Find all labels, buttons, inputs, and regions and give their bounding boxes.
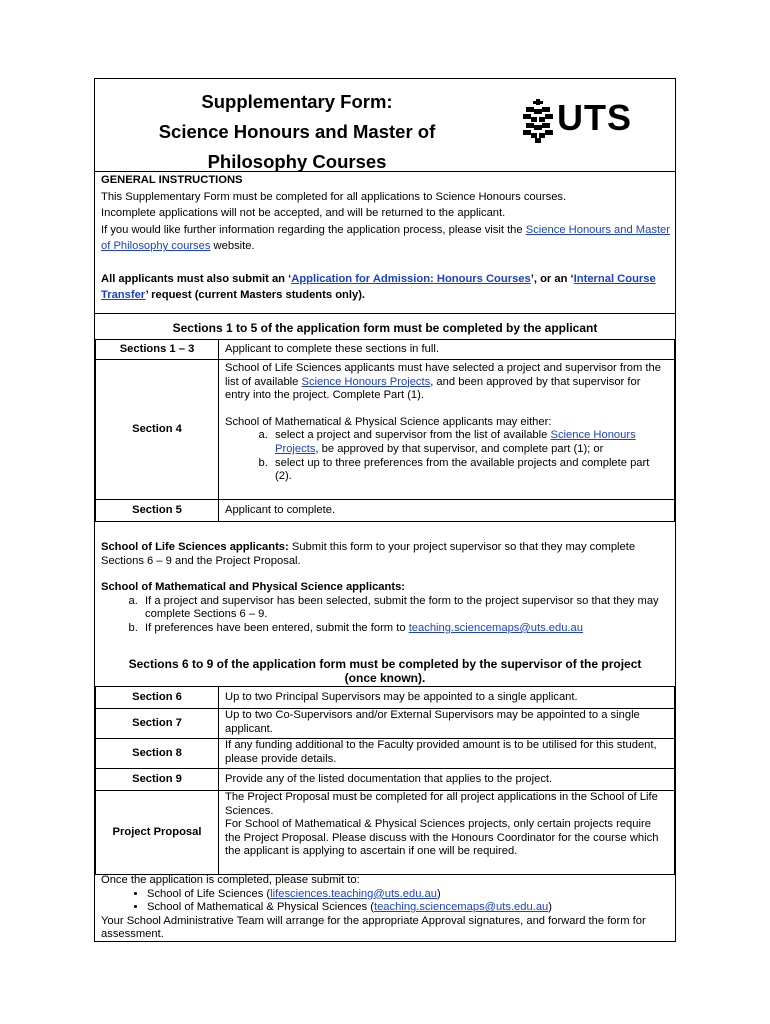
table-row xyxy=(96,340,675,360)
title-line: Supplementary Form: xyxy=(201,91,393,112)
general-line xyxy=(101,222,671,255)
general-instructions xyxy=(101,172,671,304)
section4-options xyxy=(225,429,668,483)
list-item xyxy=(141,622,671,636)
text: School of Life Sciences ( xyxy=(147,887,271,900)
section4-math: School of Mathematical & Physical Science applicants may either: xyxy=(225,415,552,428)
row-label: Section 6 xyxy=(96,687,219,709)
general-heading: GENERAL INSTRUCTIONS xyxy=(101,174,243,186)
text: For School of Mathematical & Physical Sciences projects, only certain projects require the Project Proposal. Please discuss with the Honours Coordinator for the course which the applicant is applying to ascertain if one will be required. xyxy=(225,818,659,858)
form-header xyxy=(95,79,675,171)
text: Your School Administrative Team will arrange for the appropriate Approval signatures, and forward the form for assessment. xyxy=(101,914,646,941)
text: All applicants must also submit an ‘ xyxy=(101,272,292,285)
text: ) xyxy=(548,901,553,914)
row-text: Applicant to complete. xyxy=(219,500,675,522)
spacer xyxy=(225,403,668,416)
row-text: Applicant to complete these sections in full. xyxy=(219,340,675,360)
applicant-sections-heading: Sections 1 to 5 of the application form must be completed by the applicant xyxy=(172,321,598,335)
teaching-email-link[interactable]: teaching.sciencemaps@uts.edu.au xyxy=(408,621,583,634)
application-admission-link[interactable]: Application for Admission: Honours Courses xyxy=(291,272,531,285)
row-text: Provide any of the listed documentation that applies to the project. xyxy=(219,769,675,791)
list-item xyxy=(271,429,668,456)
text: School of Mathematical & Physical Sciences ( xyxy=(147,901,374,914)
submission-instructions xyxy=(101,541,671,636)
text: If preferences have been entered, submit the form to xyxy=(145,621,409,634)
uts-logo-text: UTS xyxy=(557,97,632,138)
row-label: Section 5 xyxy=(96,500,219,522)
math-heading: School of Mathematical and Physical Science applicants: xyxy=(101,581,406,594)
row-text: If any funding additional to the Faculty provided amount is to be utilised for this student, please provide details. xyxy=(219,739,675,769)
science-projects-link[interactable]: Science Honours Projects xyxy=(275,429,636,455)
row-label: Section 4 xyxy=(96,360,219,500)
list-item xyxy=(147,901,671,915)
list-item: a. If a project and supervisor has been selected, submit the form to the project supervisor so that they may complete Sections 6 – 9. xyxy=(141,595,671,622)
lifesciences-email-link[interactable]: lifesciences.teaching@uts.edu.au xyxy=(270,887,437,900)
section4-life xyxy=(225,362,668,403)
form-title xyxy=(107,87,487,177)
submit-list xyxy=(101,888,671,915)
text: The Project Proposal must be completed for all project applications in the School of Life Sciences. xyxy=(225,791,658,817)
applicant-sections-table xyxy=(95,339,675,522)
title-line: Science Honours and Master of xyxy=(158,121,436,142)
text: , be approved by that supervisor, and complete part (1); or xyxy=(315,442,604,455)
list-item xyxy=(147,888,671,902)
row-label: Section 7 xyxy=(96,709,219,739)
row-text xyxy=(219,360,675,500)
table-row xyxy=(96,739,675,769)
text: If you would like further information regarding the application process, please visit the xyxy=(101,223,526,236)
row-label: Section 8 xyxy=(96,739,219,769)
row-text: Up to two Principal Supervisors may be appointed to a single applicant. xyxy=(219,687,675,709)
life-instructions xyxy=(101,541,671,568)
form-page xyxy=(94,78,676,942)
supervisor-sections-heading: Sections 6 to 9 of the application form must be completed by the supervisor of the project (once known). xyxy=(128,657,642,685)
text: School of Life Sciences applicants must have selected a project and supervisor from the list of available xyxy=(225,362,661,388)
table-row xyxy=(96,500,675,522)
table-row xyxy=(96,360,675,500)
table-row xyxy=(96,791,675,875)
row-label: Section 9 xyxy=(96,769,219,791)
table-row xyxy=(96,709,675,739)
table-row xyxy=(96,769,675,791)
internal-transfer-link[interactable]: Internal Course Transfer xyxy=(101,272,656,301)
row-label: Project Proposal xyxy=(96,791,219,875)
text: Submit this form to your project supervisor so that they may complete Sections 6 – 9 and the Project Proposal. xyxy=(101,541,636,567)
list-item: b. select up to three preferences from the available projects and complete part (2). xyxy=(271,457,668,484)
text: Once the application is completed, please submit to: xyxy=(101,874,360,886)
row-text: Up to two Co-Supervisors and/or External Supervisors may be appointed to a single applicant. xyxy=(219,709,675,739)
spacer xyxy=(101,255,671,271)
submit-footer xyxy=(101,874,671,942)
uts-logo xyxy=(523,99,643,145)
text: ’ request (current Masters students only). xyxy=(145,289,366,301)
text: School of Life Sciences applicants: xyxy=(101,541,289,553)
row-label: Sections 1 – 3 xyxy=(96,340,219,360)
science-projects-link[interactable]: Science Honours Projects xyxy=(301,375,431,388)
spacer xyxy=(101,568,671,581)
text: select a project and supervisor from the list of available xyxy=(275,429,551,442)
title-line: Philosophy Courses xyxy=(207,151,387,172)
uts-crest-icon xyxy=(523,99,553,143)
general-line: Incomplete applications will not be accepted, and will be returned to the applicant. xyxy=(101,207,506,219)
table-row xyxy=(96,687,675,709)
row-text xyxy=(219,791,675,875)
all-applicants-note xyxy=(101,271,671,304)
sciencemaps-email-link[interactable]: teaching.sciencemaps@uts.edu.au xyxy=(373,901,549,914)
text: ) xyxy=(436,887,441,900)
science-honours-link[interactable]: Science Honours and Master of Philosophy courses xyxy=(101,223,671,252)
text: , and been approved by that supervisor for entry into the project. Complete Part (1). xyxy=(225,375,641,402)
text: ’, or an ‘ xyxy=(530,272,574,285)
math-options xyxy=(101,595,671,636)
supervisor-sections-table xyxy=(95,686,675,875)
general-line: This Supplementary Form must be completed for all applications to Science Honours courses. xyxy=(101,190,567,203)
divider xyxy=(95,313,675,314)
text: website. xyxy=(210,240,255,252)
